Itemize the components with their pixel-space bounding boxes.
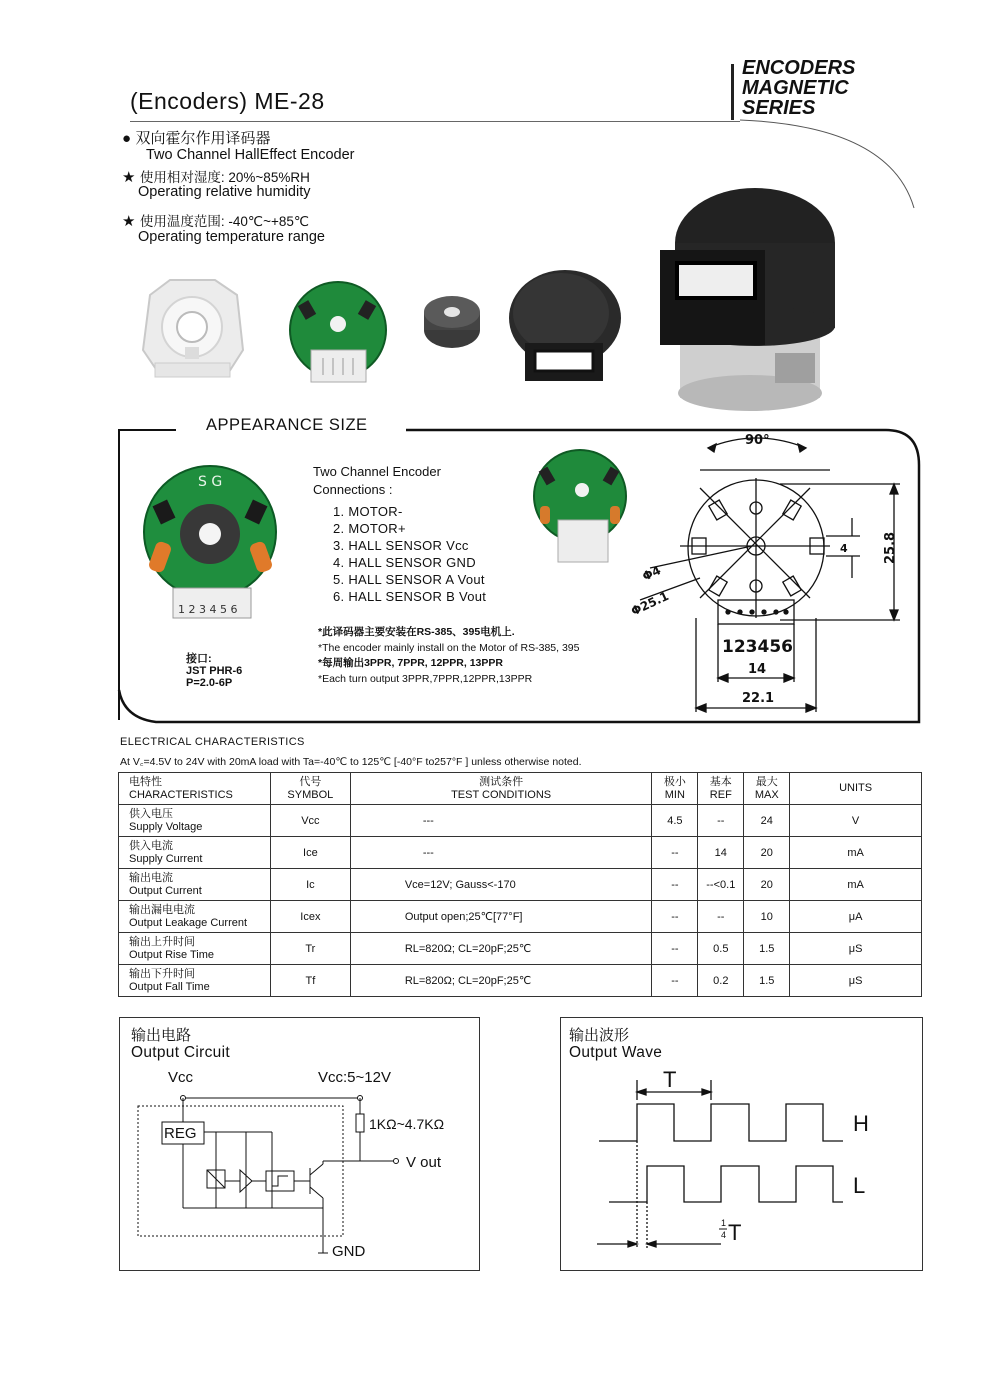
table-row: 输出下升时间 Output Fall Time Tf RL=820Ω; CL=20pF;25℃ -- 0.2 1.5 μS bbox=[119, 965, 922, 997]
resistor-label: 1KΩ~4.7KΩ bbox=[369, 1116, 445, 1132]
appearance-title: APPEARANCE SIZE bbox=[194, 416, 380, 435]
connector-label: 接口: bbox=[186, 653, 212, 665]
dim-4: 4 bbox=[840, 542, 848, 555]
note-en-2: *Each turn output 3PPR,7PPR,12PPR,13PPR bbox=[318, 672, 533, 685]
install-notes bbox=[318, 625, 579, 687]
photo-pcb-rear bbox=[138, 462, 283, 622]
list-item: 5. HALL SENSOR A Vout bbox=[333, 572, 485, 587]
dim-height: 25.8 bbox=[883, 531, 898, 564]
low-label: L bbox=[853, 1173, 866, 1198]
quarter-denominator: 4 bbox=[721, 1230, 727, 1240]
photo-pcb-small bbox=[530, 446, 630, 571]
dim-angle: 90° bbox=[745, 433, 770, 448]
table-row: 输出漏电电流 Output Leakage Current Icex Output open;25℃[77°F] -- -- 10 μA bbox=[119, 901, 922, 933]
star-icon: ★ bbox=[122, 213, 136, 230]
feature-1-en: Two Channel HallEffect Encoder bbox=[146, 147, 355, 163]
connector-pitch: P=2.0-6P bbox=[186, 677, 233, 689]
output-circuit-title-zh: 输出电路 bbox=[131, 1027, 192, 1044]
feature-2-en: Operating relative humidity bbox=[138, 184, 311, 200]
quarter-numerator: 1 bbox=[721, 1218, 727, 1228]
feature-3-zh: 使用温度范围: -40℃~+85℃ bbox=[139, 214, 310, 229]
dimension-drawing bbox=[620, 428, 910, 718]
feature-1 bbox=[122, 127, 271, 148]
list-item: 4. HALL SENSOR GND bbox=[333, 555, 476, 570]
connector-type: JST PHR-6 bbox=[186, 665, 243, 677]
circuit-schematic bbox=[120, 1018, 479, 1270]
feature-3 bbox=[122, 210, 309, 231]
header-conditions: 测试条件 TEST CONDITIONS bbox=[350, 773, 652, 805]
electrical-title: ELECTRICAL CHARACTERISTICS bbox=[120, 736, 305, 748]
note-zh-1: *此译码器主要安装在RS-385、395电机上. bbox=[318, 626, 515, 638]
table-row: 输出电流 Output Current Ic Vce=12V; Gauss<-170 -- --<0.1 20 mA bbox=[119, 869, 922, 901]
header-units: UNITS bbox=[790, 773, 922, 805]
list-item: 3. HALL SENSOR Vcc bbox=[333, 538, 469, 553]
series-bar bbox=[731, 64, 734, 120]
series-line-3: SERIES bbox=[742, 97, 816, 119]
header-symbol: 代号 SYMBOL bbox=[270, 773, 350, 805]
list-item: 2. MOTOR+ bbox=[333, 521, 406, 536]
board-pin-label: 1 2 3 4 5 6 bbox=[178, 603, 238, 616]
table-row: 供入电流 Supply Current Ice --- -- 14 20 mA bbox=[119, 837, 922, 869]
quarter-period-label: T bbox=[728, 1220, 742, 1245]
output-wave-title-en: Output Wave bbox=[569, 1044, 663, 1061]
high-label: H bbox=[853, 1111, 869, 1136]
connector-spec bbox=[186, 653, 242, 689]
photo-white-holder bbox=[135, 275, 250, 385]
reg-label: REG bbox=[164, 1125, 197, 1142]
note-zh-2: *每周输出3PPR, 7PPR, 12PPR, 13PPR bbox=[318, 657, 503, 669]
dim-phi25: Φ25.1 bbox=[628, 588, 671, 619]
table-row: 输出上升时间 Output Rise Time Tr RL=820Ω; CL=20pF;25℃ -- 0.5 1.5 μS bbox=[119, 933, 922, 965]
dim-14: 14 bbox=[748, 662, 767, 677]
electrical-table bbox=[118, 772, 922, 997]
period-label: T bbox=[663, 1067, 677, 1092]
output-circuit-box bbox=[119, 1017, 480, 1271]
header-min: 极小 MIN bbox=[652, 773, 698, 805]
pin-numbers: 123456 bbox=[722, 637, 793, 657]
photo-black-cover bbox=[505, 263, 625, 385]
photo-magnet-ring bbox=[418, 290, 486, 352]
series-line-1: ENCODERS bbox=[742, 57, 856, 79]
document-title: (Encoders) ME-28 bbox=[130, 88, 325, 114]
dim-phi4: Φ4 bbox=[640, 563, 663, 584]
connections-title bbox=[313, 463, 441, 499]
output-wave-title-zh: 输出波形 bbox=[569, 1027, 630, 1044]
feature-3-en: Operating temperature range bbox=[138, 229, 325, 245]
dim-22: 22.1 bbox=[742, 691, 775, 706]
electrical-conditions: At V꜀=4.5V to 24V with 20mA load with Ta=-40℃ to 125℃ [-40°F to257°F ] unless otherwise noted. bbox=[120, 756, 582, 768]
connections-line-1: Two Channel Encoder bbox=[313, 464, 441, 479]
feature-2-zh: 使用相对湿度: 20%~85%RH bbox=[139, 170, 310, 185]
bullet-circle-icon: ● bbox=[122, 130, 132, 147]
wave-diagram bbox=[561, 1018, 922, 1270]
board-silk: S G bbox=[198, 474, 223, 490]
header-max: 最大 MAX bbox=[744, 773, 790, 805]
output-circuit-title-en: Output Circuit bbox=[131, 1044, 230, 1061]
vcc-range-label: Vcc:5~12V bbox=[318, 1069, 391, 1086]
list-item: 6. HALL SENSOR B Vout bbox=[333, 589, 487, 604]
series-label bbox=[742, 58, 855, 118]
connections-line-2: Connections : bbox=[313, 482, 393, 497]
pin-list bbox=[333, 503, 486, 605]
photo-assembled-encoder bbox=[655, 188, 835, 413]
vout-label: V out bbox=[406, 1154, 442, 1171]
list-item: 1. MOTOR- bbox=[333, 504, 403, 519]
table-row: 供入电压 Supply Voltage Vcc --- 4.5 -- 24 V bbox=[119, 805, 922, 837]
header-characteristics: 电特性 CHARACTERISTICS bbox=[119, 773, 271, 805]
title-rule bbox=[130, 121, 740, 122]
feature-1-zh: 双向霍尔作用译码器 bbox=[135, 130, 271, 147]
output-wave-box bbox=[560, 1017, 923, 1271]
header-ref: 基本 REF bbox=[698, 773, 744, 805]
photo-pcb-front bbox=[283, 280, 393, 390]
gnd-label: GND bbox=[332, 1243, 366, 1260]
series-line-2: MAGNETIC bbox=[742, 77, 849, 99]
star-icon: ★ bbox=[122, 169, 136, 186]
vcc-label: Vcc bbox=[168, 1069, 194, 1086]
note-en-1: *The encoder mainly install on the Motor of RS-385, 395 bbox=[318, 641, 580, 654]
table-header-row bbox=[119, 773, 922, 805]
